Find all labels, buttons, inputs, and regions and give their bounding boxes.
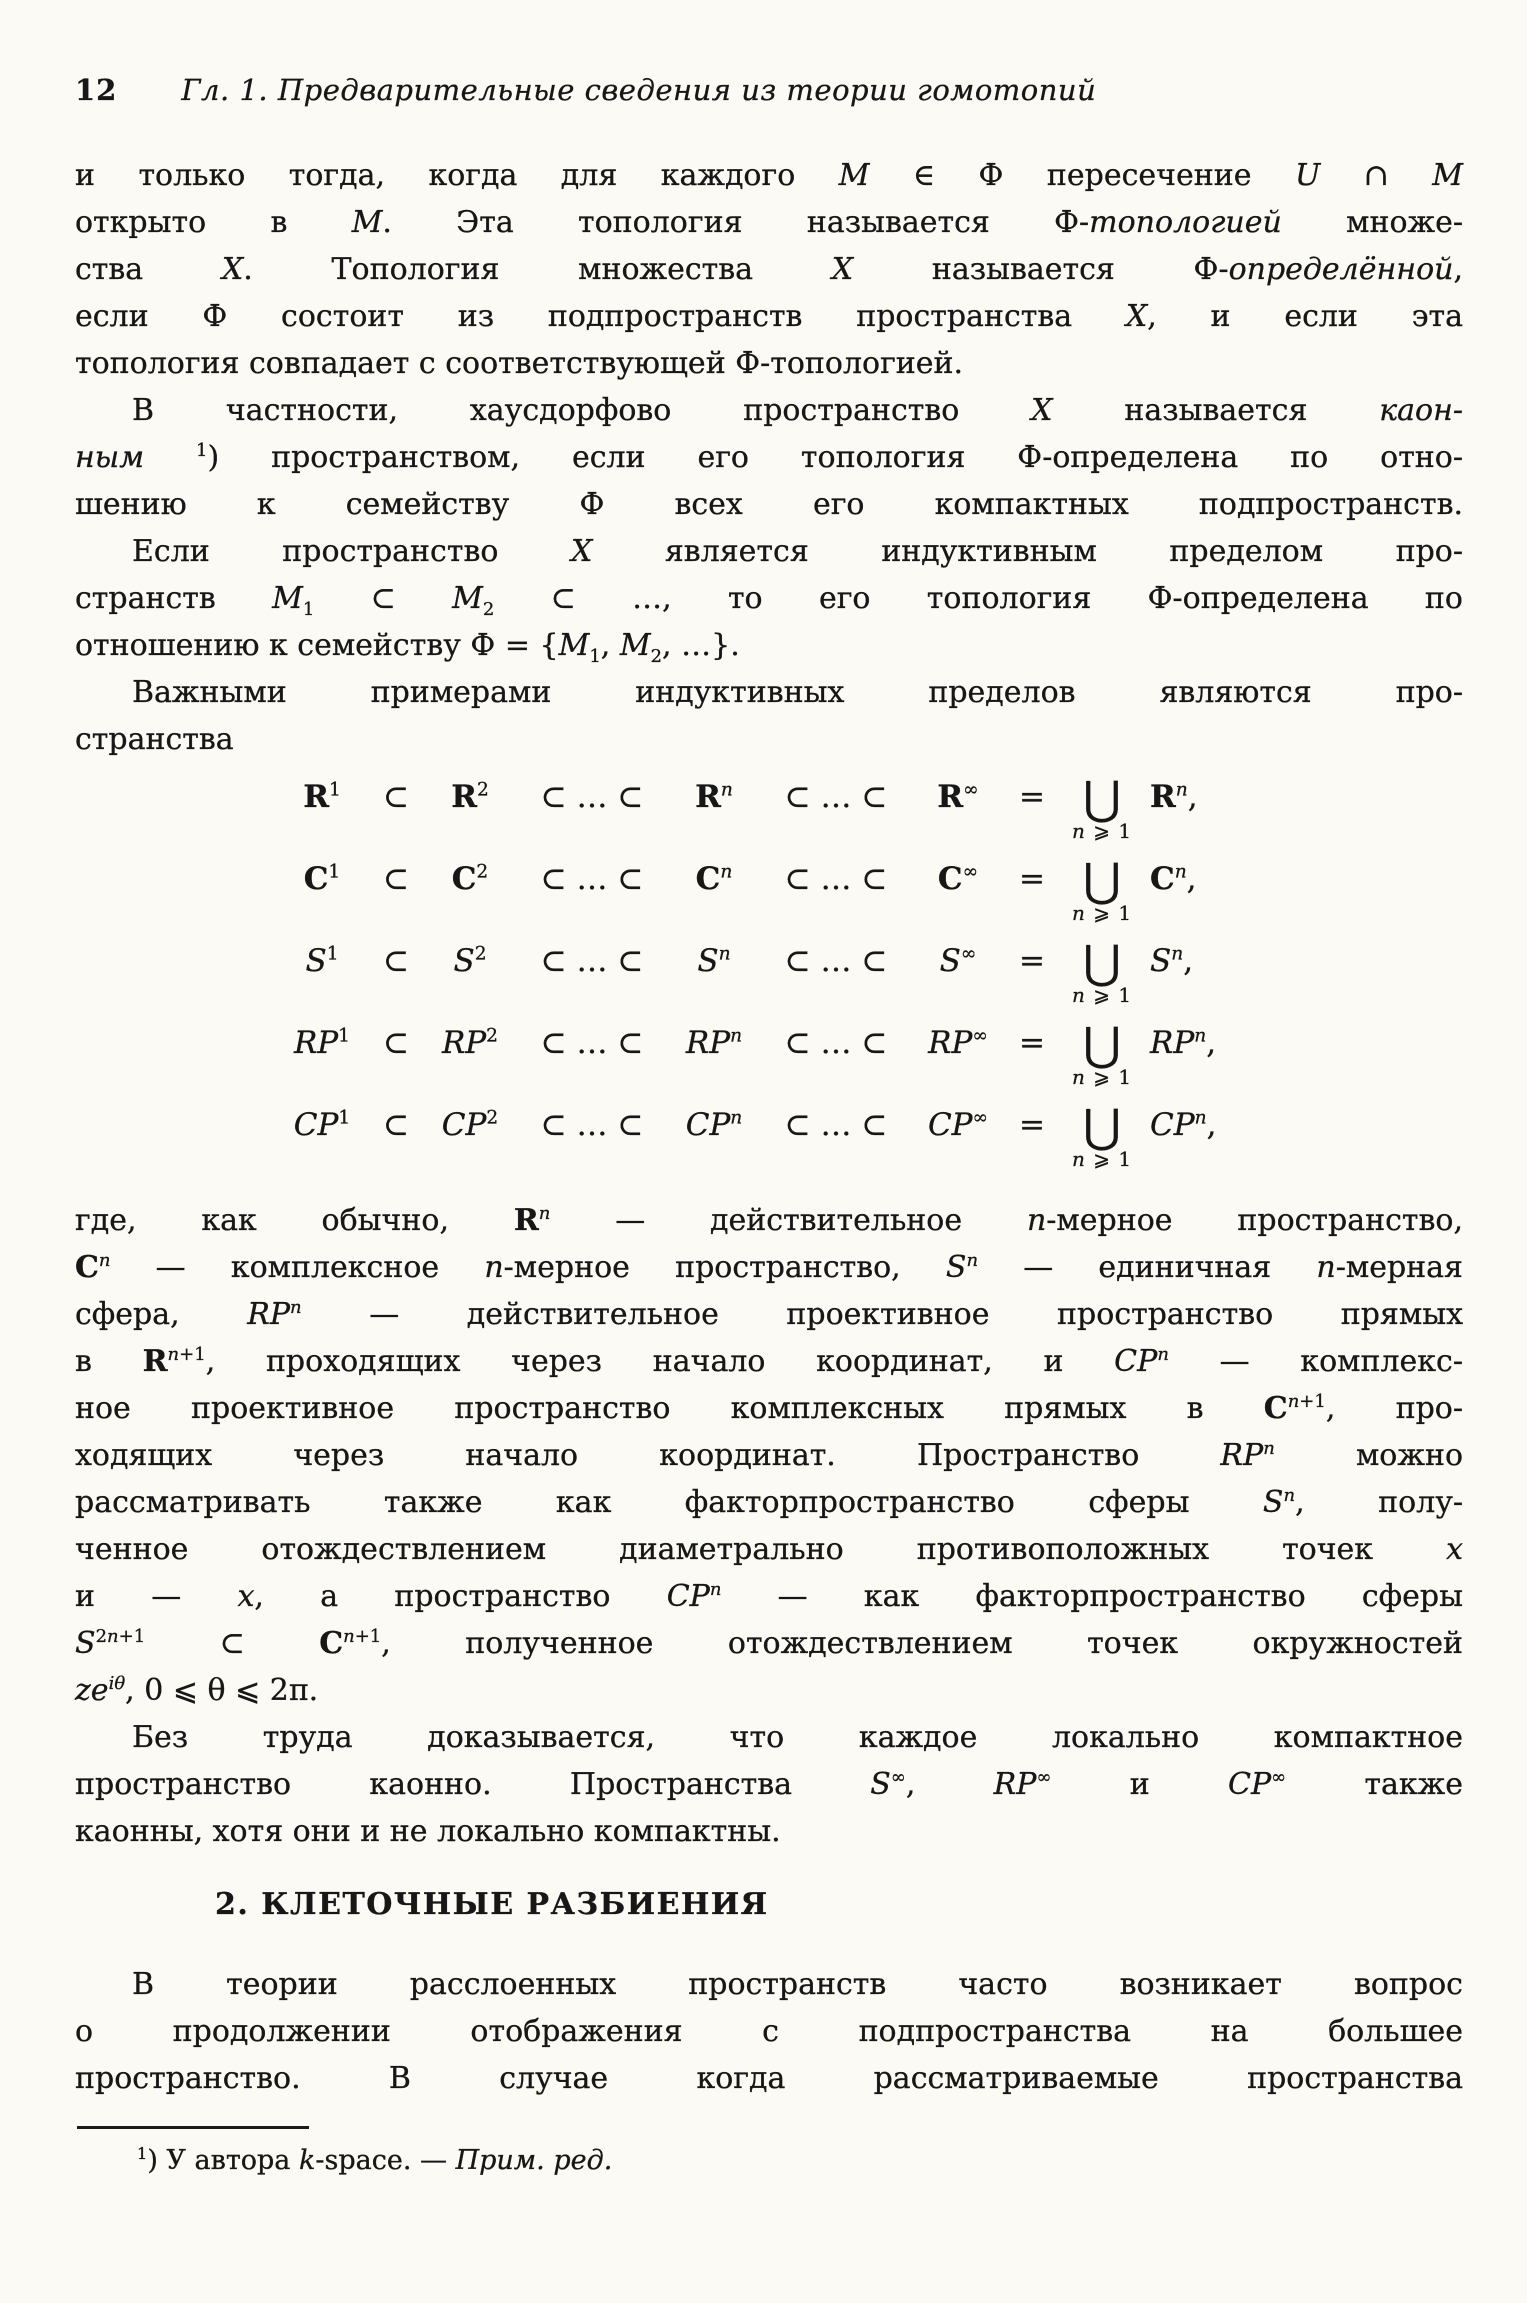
term-infinity: CP∞ [927,1107,989,1143]
term-first: $S^1$ [305,943,339,979]
text-line: Если пространство X является индуктивным пределом про- [132,534,1464,569]
text-line: Важными примерами индуктивных пределов являются про- [132,675,1463,710]
subset-dots: ⊂ … ⊂ [784,861,888,897]
text-line: В частности, хаусдорфово пространство X называется каон- [132,393,1463,428]
page-number: 12 [75,73,118,107]
body-text [75,152,1463,2179]
text-line: и — x, а пространство $CP^n$ — как факторпространство сферы [75,1579,1463,1614]
text-line: если Ф состоит из подпространств пространства X, и если эта [75,299,1463,334]
term-union-result: $R^n$, [1150,779,1198,815]
text-line: В теории расслоенных пространств часто возникает вопрос [132,1967,1463,2002]
formula-row [75,853,1463,941]
formula-block [75,771,1463,1187]
term-infinity: R∞ [937,779,979,815]
subset-symbol: ⊂ [383,1107,409,1143]
subset-symbol: ⊂ [383,943,409,979]
paragraph-kaon-definition [75,387,1463,528]
text-line: каонны, хотя они и не локально компактны. [75,1814,781,1849]
text-line: отношению к семейству $Ф = \{M_1$, $M_2$, …}. [75,628,740,667]
text-line: ным $^1$) пространством, если его топология Ф-определена по отно- [75,440,1463,475]
union-condition: n ⩾ 1 [1071,983,1133,1007]
text-line: где, как обычно, $R^n$ — действительное n-мерное пространство, [75,1203,1463,1238]
term-n: $C^n$ [695,861,733,897]
subset-symbol: ⊂ [383,1025,409,1061]
text-line: открыто в M. Эта топология называется Ф-топологией множе- [75,205,1464,240]
union-icon: ⋃ [1083,1099,1121,1153]
formula-row [75,771,1463,859]
paragraph-locally-compact [75,1714,1463,1855]
footnote: $^1$) У автора k-space. — Прим. ред. [137,2144,613,2176]
text-line: рассматривать также как факторпространство сферы $S^n$, полу- [75,1485,1463,1520]
page-header [75,74,1463,106]
paragraph-examples-intro [75,669,1463,763]
subset-dots: ⊂ … ⊂ [784,943,888,979]
term-infinity: S∞ [939,943,977,979]
union-operator [1060,771,1144,843]
term-union-result: $CP^n$, [1150,1107,1217,1143]
running-title: Гл. 1. Предварительные сведения из теории гомотопий [181,73,1097,107]
text-line: пространство. В случае когда рассматриваемые пространства [75,2061,1463,2096]
term-n: $S^n$ [697,943,731,979]
union-condition: n ⩾ 1 [1071,1065,1133,1089]
term-n: $R^n$ [695,779,733,815]
paragraph-continuation [75,152,1463,387]
union-operator [1060,935,1144,1007]
equals-sign: = [1019,1025,1045,1061]
union-condition: n ⩾ 1 [1071,1147,1133,1171]
subset-symbol: ⊂ [383,861,409,897]
term-second: $C^2$ [451,861,489,897]
term-union-result: $S^n$, [1150,943,1194,979]
union-operator [1060,853,1144,925]
union-condition: n ⩾ 1 [1071,819,1133,843]
subset-dots: ⊂ … ⊂ [784,1025,888,1061]
paragraph-fibre-spaces [75,1961,1463,2102]
term-second: $CP^2$ [441,1107,499,1143]
equals-sign: = [1019,861,1045,897]
text-line: $ze^{i\theta}$, 0 ⩽ θ ⩽ 2π. [75,1673,319,1708]
formula-row [75,1099,1463,1187]
subset-dots: ⊂ … ⊂ [784,779,888,815]
union-icon: ⋃ [1083,935,1121,989]
union-icon: ⋃ [1083,853,1121,907]
subset-dots: ⊂ … ⊂ [784,1107,888,1143]
term-first: $CP^1$ [293,1107,351,1143]
text-line: странств $M_1$ ⊂ $M_2$ ⊂ …, то его топология Ф-определена по [75,581,1463,620]
subset-dots: ⊂ … ⊂ [540,779,644,815]
term-second: $RP^2$ [441,1025,499,1061]
equals-sign: = [1019,1107,1045,1143]
term-second: $S^2$ [453,943,487,979]
term-union-result: $C^n$, [1150,861,1197,897]
text-line: в $R^{n+1}$, проходящих через начало координат, и $CP^n$ — комплекс- [75,1344,1463,1379]
union-condition: n ⩾ 1 [1071,901,1133,925]
union-icon: ⋃ [1083,1017,1121,1071]
subset-dots: ⊂ … ⊂ [540,1025,644,1061]
term-first: $RP^1$ [293,1025,351,1061]
subset-dots: ⊂ … ⊂ [540,861,644,897]
subset-symbol: ⊂ [383,779,409,815]
text-line: и только тогда, когда для каждого M ∈ Ф пересечение U ∩ M [75,158,1463,193]
text-line: $S^{2n+1}$ ⊂ $C^{n+1}$, полученное отождествлением точек окружностей [75,1626,1464,1661]
text-line: ходящих через начало координат. Пространство $RP^n$ можно [75,1438,1464,1473]
subset-dots: ⊂ … ⊂ [540,943,644,979]
paragraph-inductive-limit [75,528,1463,669]
text-line: Без труда доказывается, что каждое локально компактное [132,1720,1463,1755]
text-line: странства [75,722,234,757]
term-n: $CP^n$ [685,1107,743,1143]
union-operator [1060,1017,1144,1089]
text-line: шению к семейству Ф всех его компактных подпространств. [75,487,1463,522]
term-n: $RP^n$ [685,1025,743,1061]
paragraph-notation-explanation [75,1197,1463,1714]
text-line: о продолжении отображения с подпространства на большее [75,2014,1463,2049]
text-line: ства X. Топология множества X называется Ф-определённой, [75,252,1463,287]
footnote-rule [77,2126,309,2129]
text-line: топология совпадает с соответствующей Ф-топологией. [75,346,964,381]
term-first: $C^1$ [303,861,341,897]
equals-sign: = [1019,943,1045,979]
text-line: пространство каонно. Пространства S∞, RP∞ и CP∞ также [75,1767,1463,1802]
text-line: ное проективное пространство комплексных прямых в $C^{n+1}$, про- [75,1391,1463,1426]
union-operator [1060,1099,1144,1171]
union-icon: ⋃ [1083,771,1121,825]
term-infinity: C∞ [937,861,979,897]
term-infinity: RP∞ [928,1025,988,1061]
term-first: $R^1$ [303,779,341,815]
formula-row [75,935,1463,1023]
equals-sign: = [1019,779,1045,815]
section-heading: 2. КЛЕТОЧНЫЕ РАЗБИЕНИЯ [215,1887,769,1922]
subset-dots: ⊂ … ⊂ [540,1107,644,1143]
term-second: $R^2$ [451,779,489,815]
text-line: $C^n$ — комплексное n-мерное пространство, $S^n$ — единичная n-мерная [75,1250,1463,1285]
formula-row [75,1017,1463,1105]
text-line: сфера, $RP^n$ — действительное проективное пространство прямых [75,1297,1463,1332]
text-line: ченное отождествлением диаметрально противоположных точек x [75,1532,1463,1567]
term-union-result: $RP^n$, [1150,1025,1217,1061]
